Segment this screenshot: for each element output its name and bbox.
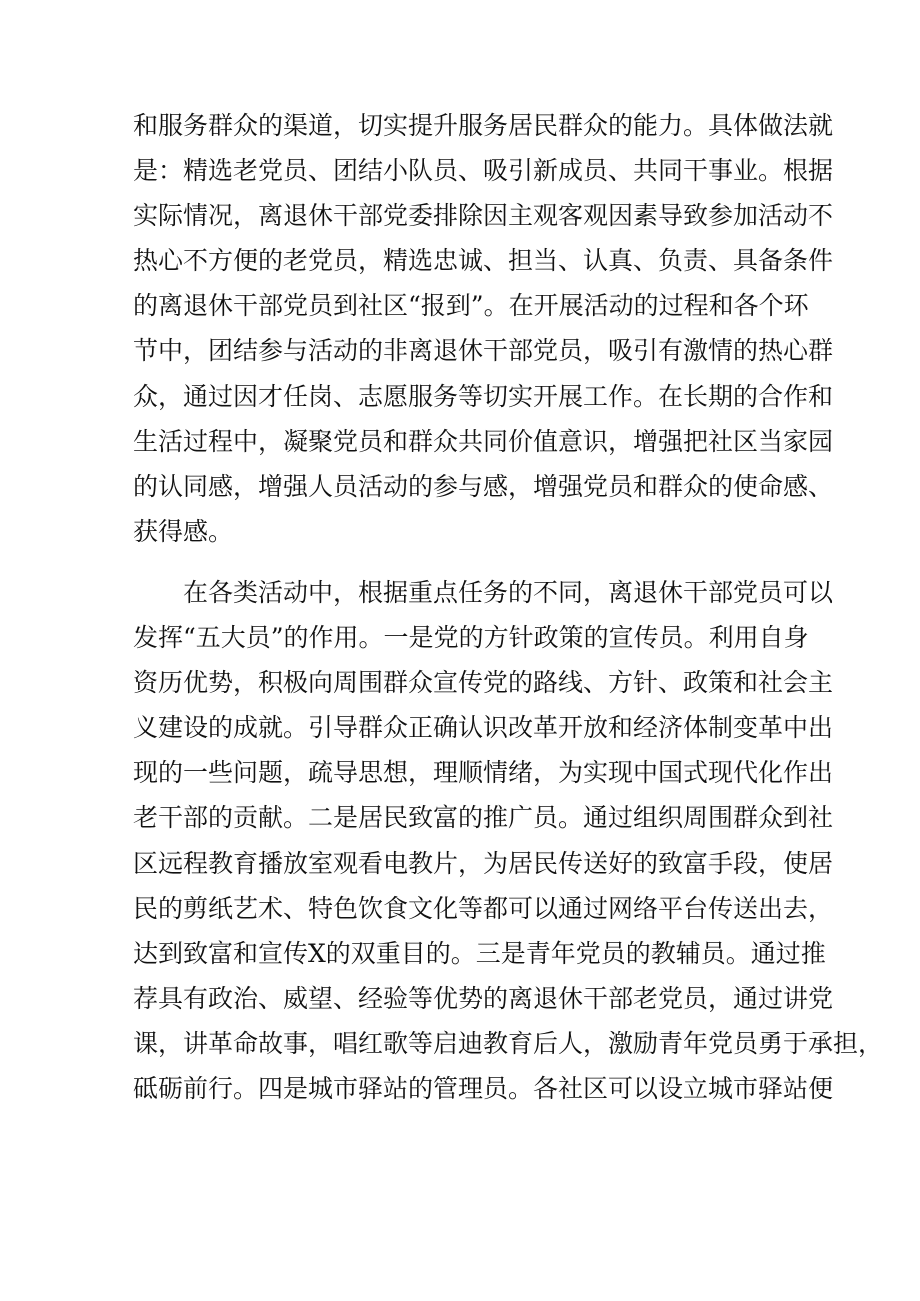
text-line: 民的剪纸艺术、特色饮食文化等都可以通过网络平台传送出去， [133,893,834,923]
text-line: 众，通过因才任岗、志愿服务等切实开展工作。在长期的合作和 [133,381,834,411]
text-line: 的认同感，增强人员活动的参与感，增强党员和群众的使命感、 [133,471,834,501]
text-line: 课，讲革命故事，唱红歌等启迪教育后人，激励青年党员勇于承担， [133,1028,884,1058]
text-line: 荐具有政治、威望、经验等优势的离退休干部老党员，通过讲党 [133,983,834,1013]
paragraph-1 [133,103,834,554]
text-line: 区远程教育播放室观看电教片，为居民传送好的致富手段，使居 [133,848,834,878]
text-line: 和服务群众的渠道，切实提升服务居民群众的能力。具体做法就 [133,111,834,140]
text-line: 的离退休干部党员到社区“报到”。在开展活动的过程和各个环 [133,291,809,321]
text-line: 节中，团结参与活动的非离退休干部党员，吸引有激情的热心群 [133,336,834,366]
text-line: 义建设的成就。引导群众正确认识改革开放和经济体制变革中出 [133,713,834,743]
text-line: 发挥“五大员”的作用。一是党的方针政策的宣传员。利用自身 [133,623,809,653]
text-line: 实际情况，离退休干部党委排除因主观客观因素导致参加活动不 [133,201,834,231]
text-line: 老干部的贡献。二是居民致富的推广员。通过组织周围群众到社 [133,803,834,833]
paragraph-gap [133,554,788,570]
text-line: 砥砺前行。四是城市驿站的管理员。各社区可以设立城市驿站便 [133,1073,834,1103]
text-line: 达到致富和宣传X的双重目的。三是青年党员的教辅员。通过推 [133,938,826,968]
text-line: 是：精选老党员、团结小队员、吸引新成员、共同干事业。根据 [133,156,834,186]
text-line: 获得感。 [133,516,234,546]
text-line: 热心不方便的老党员，精选忠诚、担当、认真、负责、具备条件 [133,246,834,276]
paragraph-2 [133,570,884,1111]
text-line: 现的一些问题，疏导思想，理顺情绪，为实现中国式现代化作出 [133,758,834,788]
text-line: 在各类活动中，根据重点任务的不同，离退休干部党员可以 [183,577,834,607]
text-line: 生活过程中，凝聚党员和群众共同价值意识，增强把社区当家园 [133,426,834,456]
body-text [133,103,884,1111]
text-line: 资历优势，积极向周围群众宣传党的路线、方针、政策和社会主 [133,668,834,698]
